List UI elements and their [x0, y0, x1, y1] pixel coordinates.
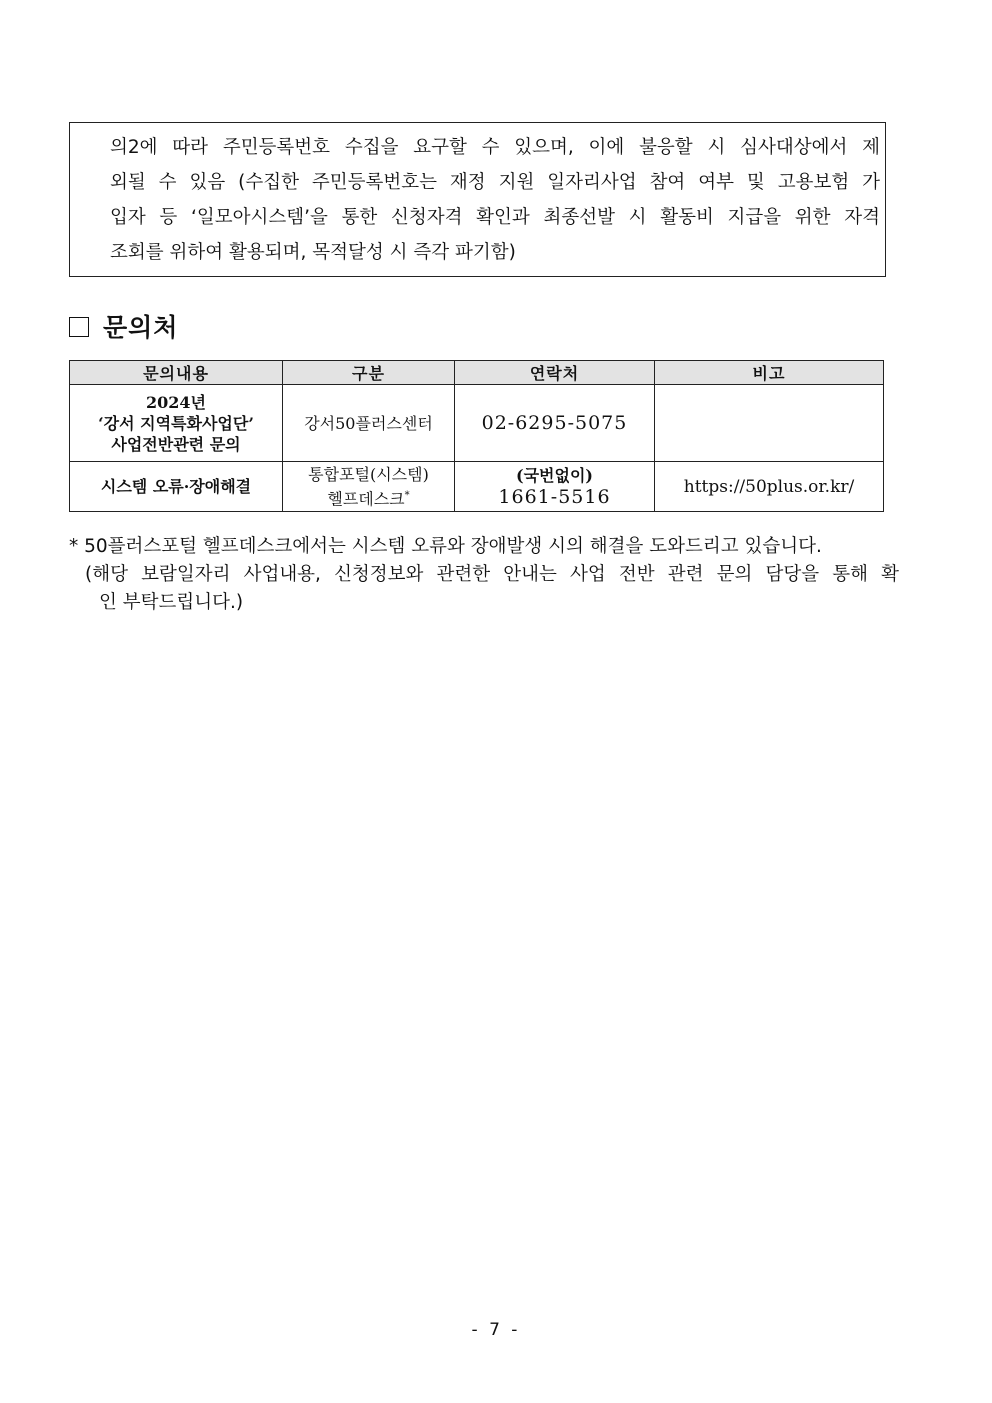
contact-number: 1661-5516: [498, 486, 611, 508]
footnote: [69, 533, 899, 617]
section-heading: [69, 308, 178, 344]
inquiry-year: 2024년: [146, 392, 206, 412]
category-line-1: 통합포털(시스템): [308, 464, 429, 484]
table-row: [70, 385, 884, 462]
section-title: 문의처: [103, 313, 179, 342]
notice-line-3: 입자 등 ‘일모아시스템’을 통한 신청자격 확인과 최종선발 시 활동비 지급을 위한 자격: [110, 207, 880, 228]
cell-inquiry: 시스템 오류·장애해결: [70, 462, 283, 512]
cell-note: [655, 385, 884, 462]
contact-prefix: (국번없이): [516, 466, 593, 485]
cell-category: 강서50플러스센터: [283, 385, 455, 462]
page-number: - 7 -: [471, 1320, 521, 1340]
table-header-row: [70, 361, 884, 385]
cell-contact: 02-6295-5075: [455, 385, 655, 462]
footnote-mark: *: [404, 489, 410, 501]
header-contact: 연락처: [455, 361, 655, 385]
notice-line-1: 의2에 따라 주민등록번호 수집을 요구할 수 있으며, 이에 불응할 시 심사대상에서 제: [110, 137, 880, 158]
header-category: 구분: [283, 361, 455, 385]
category-line-2: [283, 485, 454, 509]
notice-box: [69, 122, 886, 277]
header-inquiry: 문의내용: [70, 361, 283, 385]
notice-line-4: 조회를 위하여 활용되며, 목적달성 시 즉각 파기함): [110, 242, 516, 263]
footnote-line-1: * 50플러스포털 헬프데스크에서는 시스템 오류와 장애발생 시의 해결을 도와드리고 있습니다.: [69, 536, 822, 557]
table-row: [70, 462, 884, 512]
contact-table: [69, 360, 884, 512]
cell-inquiry: [70, 385, 283, 462]
inquiry-project: ‘강서 지역특화사업단’: [98, 413, 254, 433]
footnote-line-3: 인 부탁드립니다.): [99, 592, 244, 613]
inquiry-topic: 사업전반관련 문의: [111, 434, 241, 454]
header-note: 비고: [655, 361, 884, 385]
cell-note-url[interactable]: https://50plus.or.kr/: [655, 462, 884, 512]
checkbox-icon: [69, 317, 89, 337]
cell-category: [283, 462, 455, 512]
category-helpdesk: 헬프데스크: [327, 489, 405, 509]
notice-line-2: 외될 수 있음 (수집한 주민등록번호는 재정 지원 일자리사업 참여 여부 및 고용보험 가: [110, 172, 880, 193]
cell-contact: [455, 462, 655, 512]
footnote-line-2: (해당 보람일자리 사업내용, 신청정보와 관련한 안내는 사업 전반 관련 문의 담당을 통해 확: [85, 564, 899, 585]
